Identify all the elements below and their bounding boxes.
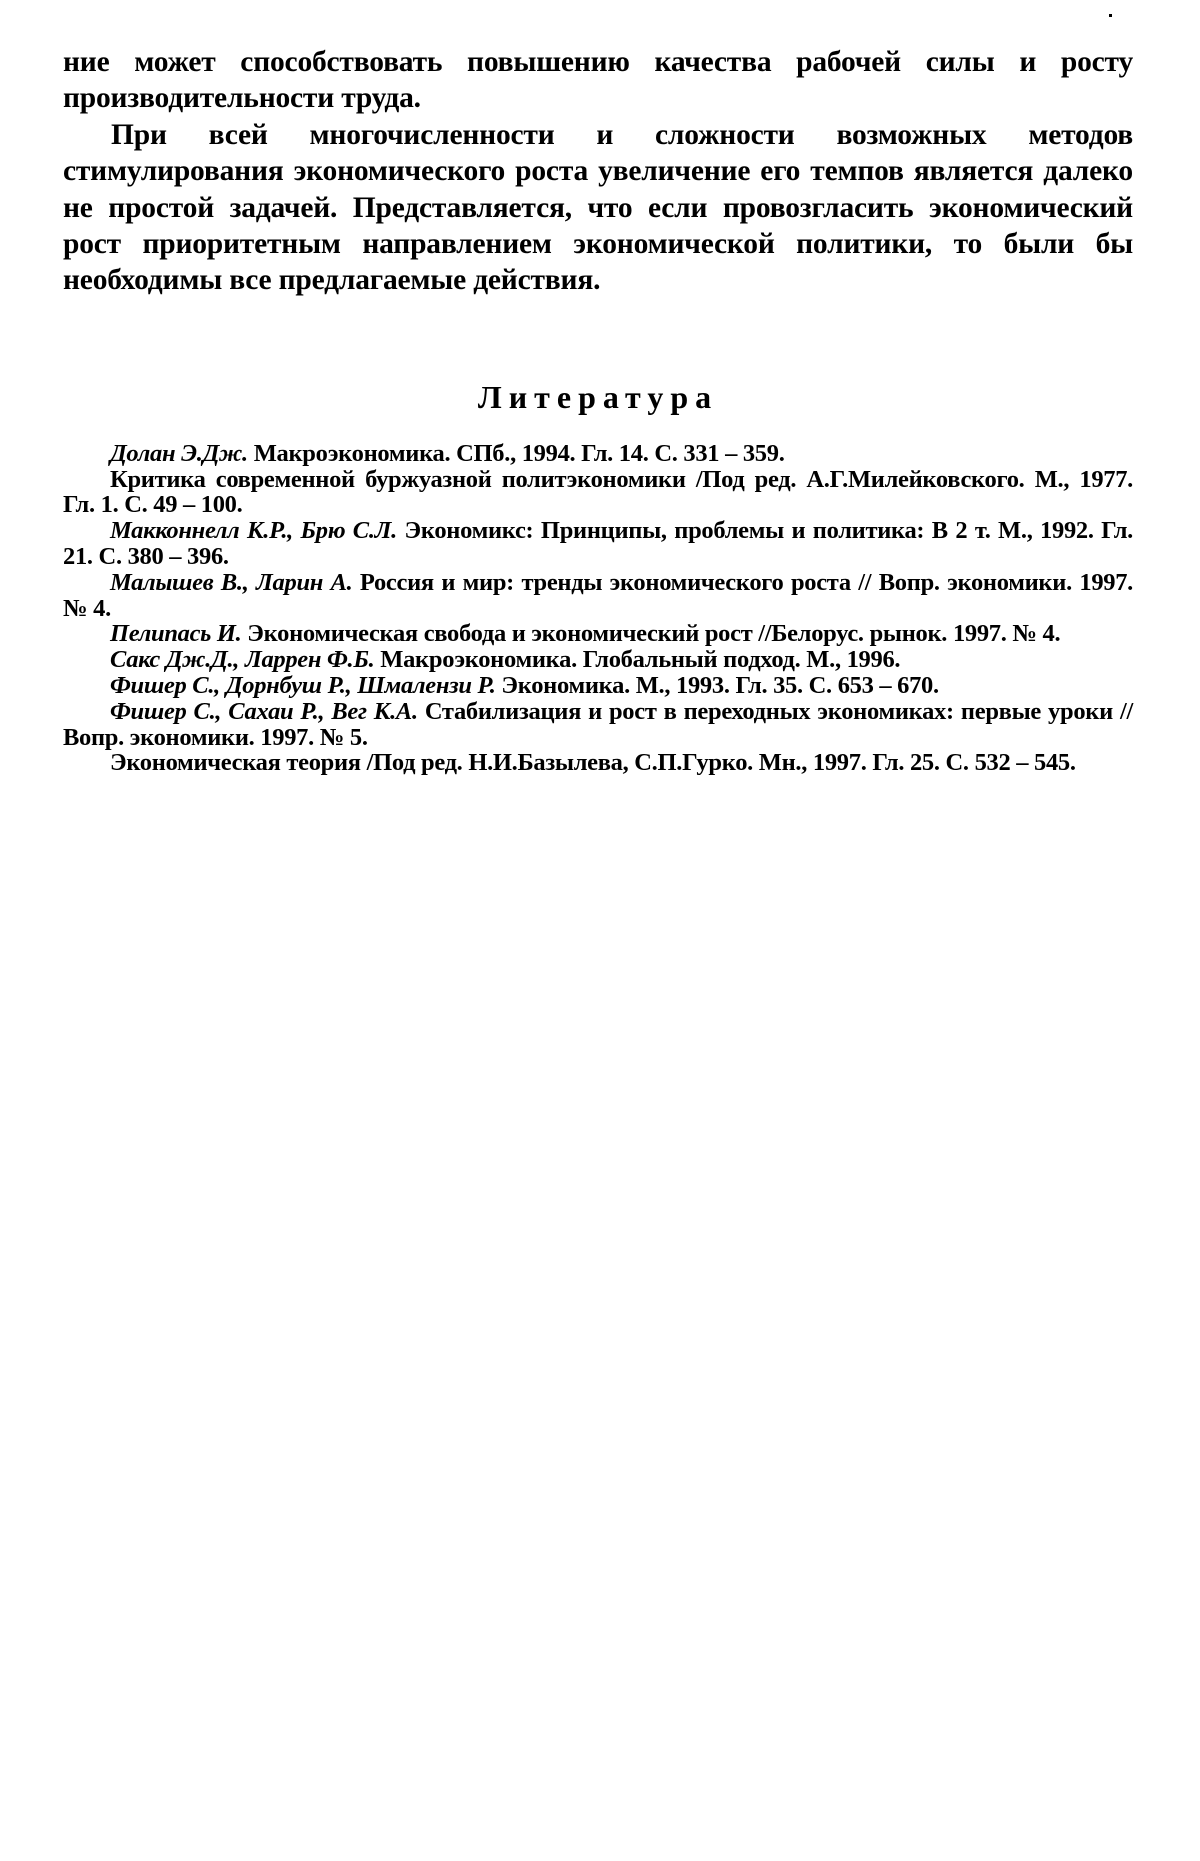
reference-item (63, 699, 1133, 751)
body-text (63, 44, 1133, 299)
references-list (63, 441, 1133, 776)
reference-item (63, 441, 1133, 467)
reference-text: Экономика. М., 1993. Гл. 35. С. 653 – 670. (495, 672, 939, 700)
paragraph-conclusion: При всей многочисленности и сложности возможных методов стимулирования экономического роста увеличение его темпов является далеко не простой задачей. Представляется, что если провозгласить экономический рост приоритетным направлением экономической политики, то были бы необходимы все предлагаемые действия. (63, 118, 1133, 297)
reference-item (63, 673, 1133, 699)
reference-text: Россия и мир: тренды экономического роста // Вопр. экономики. 1997. № 4. (63, 568, 1133, 622)
reference-item (63, 750, 1133, 776)
reference-text: Макроэкономика. Глобальный подход. М., 1996. (374, 646, 901, 674)
reference-text: Экономикс: Принципы, проблемы и политика: В 2 т. М., 1992. Гл. 21. С. 380 – 396. (63, 517, 1133, 571)
reference-authors: Макконнелл К.Р., Брю С.Л. (110, 517, 397, 545)
reference-authors: Пелипась И. (110, 620, 242, 648)
reference-item (63, 518, 1133, 570)
reference-item (63, 467, 1133, 519)
references-heading: Литература (477, 378, 719, 415)
reference-item (63, 621, 1133, 647)
paragraph-continuation: ние может способствовать повышению качества рабочей силы и росту производительности труда. (63, 46, 1133, 115)
reference-item (63, 570, 1133, 622)
reference-text: Экономическая свобода и экономический рост //Белорус. рынок. 1997. № 4. (241, 620, 1061, 648)
document-page (63, 44, 1133, 776)
reference-authors: Фишер С., Дорнбуш Р., Шмалензи Р. (110, 672, 496, 700)
reference-authors: Сакс Дж.Д., Ларрен Ф.Б. (110, 646, 375, 674)
reference-item (63, 647, 1133, 673)
reference-text: Макроэкономика. СПб., 1994. Гл. 14. С. 331 – 359. (247, 439, 785, 467)
reference-authors: Фишер С., Сахаи Р., Вег К.А. (110, 697, 418, 725)
reference-text: Экономическая теория /Под ред. Н.И.Базылева, С.П.Гурко. Мн., 1997. Гл. 25. С. 532 – 545. (110, 749, 1076, 777)
reference-text: Стабилизация и рост в переходных экономиках: первые уроки //Вопр. экономики. 1997. № 5. (63, 697, 1133, 751)
reference-authors: Долан Э.Дж. (110, 439, 248, 467)
reference-authors: Малышев В., Ларин А. (110, 568, 353, 596)
page-corner-mark (1109, 14, 1112, 17)
reference-text: Критика современной буржуазной политэкономики /Под ред. А.Г.Милейковского. М., 1977. Гл. 1. С. 49 – 100. (63, 465, 1133, 519)
